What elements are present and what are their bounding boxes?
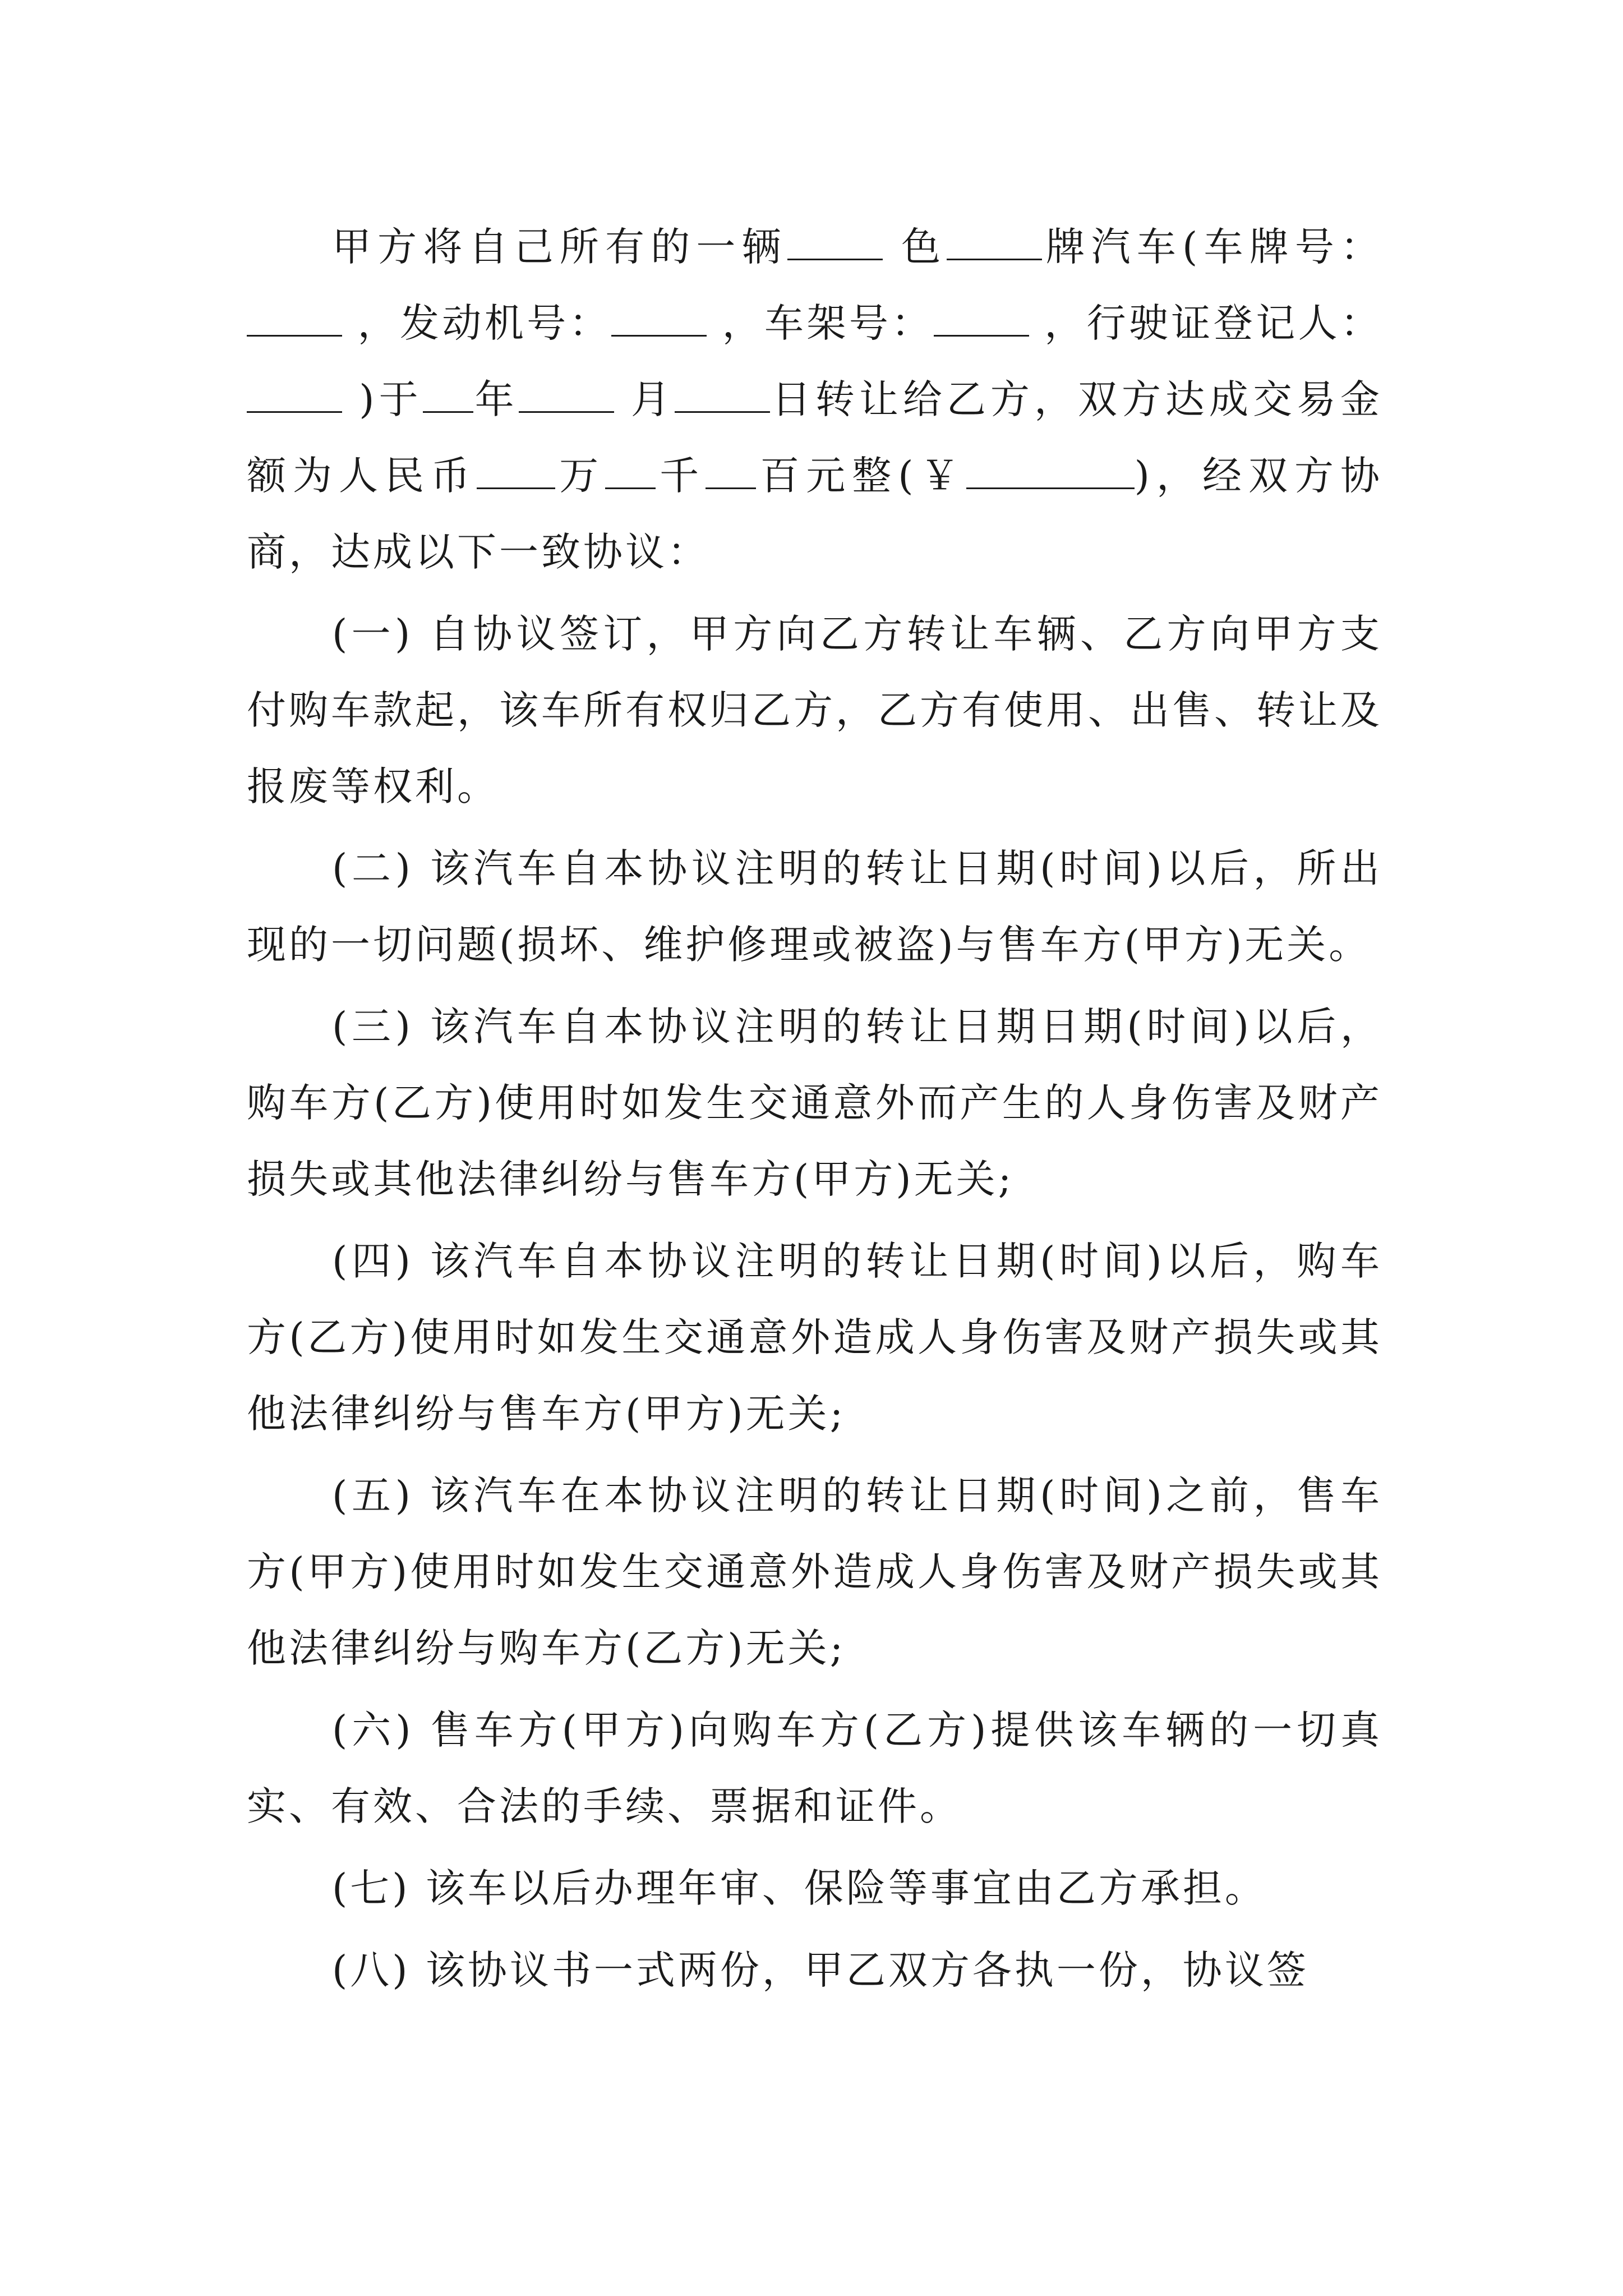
intro-text: 月 [630,376,675,422]
clause-3: (三) 该汽车自本协议注明的转让日期日期(时间)以后，购车方(乙方)使用时如发生交通意外而产生的人身伤害及财产损失或其他法律纠纷与售车方(甲方)无关; [247,1004,1382,1202]
document-body [247,209,1382,2008]
intro-text: 日转让给乙方，双方达成交易金额为人民币 [247,376,1382,499]
plate-number-blank [247,300,342,337]
clause-7: (七) 该车以后办理年审、保险等事宜由乙方承担。 [332,1865,1267,1911]
intro-text: 甲方将自己所有的一辆 [332,224,787,270]
color-blank [787,223,883,260]
intro-text: 百元整(￥ [756,453,966,499]
intro-text: 年 [473,376,519,422]
intro-text: )于 [359,376,423,422]
intro-text: 色 [901,224,947,270]
clause-1: (一) 自协议签订，甲方向乙方转让车辆、乙方向甲方支付购车款起，该车所有权归乙方，乙方有使用、出售、转让及报废等权利。 [247,611,1382,809]
intro-text: ，行驶证登记人： [1044,300,1382,346]
intro-text: ，车架号： [722,300,934,346]
registrant-blank [247,376,342,413]
month-blank [519,376,614,413]
clause-5: (五) 该汽车在本协议注明的转让日期(时间)之前，售车方(甲方)使用时如发生交通意外造成人身伤害及财产损失或其他法律纠纷与购车方(乙方)无关; [247,1473,1382,1671]
intro-text: ，发动机号： [357,300,611,346]
intro-text: 牌汽车(车牌号： [1042,224,1383,270]
thousands-blank [605,452,656,489]
clause-6: (六) 售车方(甲方)向购车方(乙方)提供该车辆的一切真实、有效、合法的手续、票据和证件。 [247,1707,1382,1829]
brand-blank [947,223,1042,260]
intro-text: 万 [555,453,606,499]
intro-text: 千 [656,453,706,499]
intro-paragraph [247,209,1382,590]
amount-blank [966,452,1135,489]
ten-thousands-blank [477,452,555,489]
hundreds-blank [706,452,756,489]
day-blank [675,376,770,413]
clause-2: (二) 该汽车自本协议注明的转让日期(时间)以后，所出现的一切问题(损坏、维护修理或被盗)与售车方(甲方)无关。 [247,845,1382,968]
year-blank [423,376,473,413]
engine-number-blank [611,300,707,337]
clause-8: (八) 该协议书一式两份，甲乙双方各执一份，协议签 [332,1947,1309,1993]
clause-4: (四) 该汽车自本协议注明的转让日期(时间)以后，购车方(乙方)使用时如发生交通意外造成人身伤害及财产损失或其他法律纠纷与售车方(甲方)无关; [247,1238,1382,1437]
frame-number-blank [934,300,1029,337]
intro-text: )，经双方协商，达成以下一致协议： [247,453,1383,575]
